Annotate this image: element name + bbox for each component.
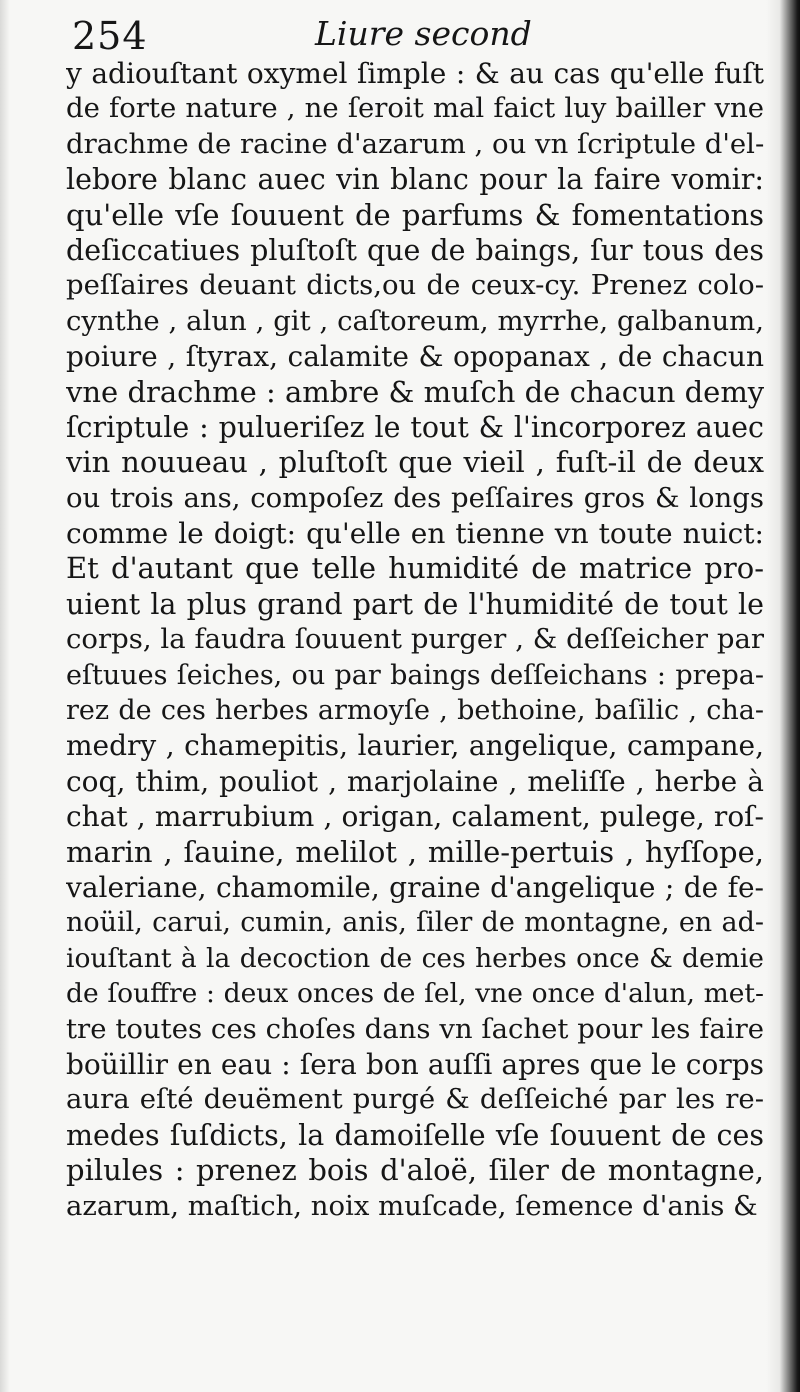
text-line: peſſaires deuant dicts,ou de ceux-cy. Prenez colo-	[66, 269, 764, 302]
text-line: comme le doigt: qu'elle en tienne vn toute nuict:	[66, 517, 764, 551]
text-line: Et d'autant que telle humidité de matrice pro-	[66, 551, 764, 586]
text-line: pilules : prenez bois d'aloë, ſiler de montagne,	[66, 1153, 764, 1188]
running-title: Liure second	[315, 14, 532, 53]
text-line: drachme de racine d'azarum , ou vn ſcriptule d'el-	[66, 127, 764, 160]
page-number: 254	[72, 14, 148, 58]
text-line: valeriane, chamomile, graine d'angelique ; de fe-	[66, 870, 764, 904]
text-line: vne drachme : ambre & muſch de chacun demy	[66, 374, 764, 409]
text-line: vin nouueau , pluſtoſt que vieil , fuſt-il de deux	[66, 445, 764, 480]
running-head	[0, 10, 800, 58]
text-line: cynthe , alun , git , caſtoreum, myrrhe, galbanum,	[66, 304, 764, 337]
text-line: ou trois ans, compoſez des peſſaires gros & longs	[66, 481, 764, 514]
text-line: rez de ces herbes armoyſe , bethoine, baſilic , cha-	[66, 695, 764, 727]
text-line: deſiccatiues pluſtoſt que de baings, ſur tous des	[66, 233, 764, 267]
page-edge-shadow	[766, 0, 800, 1392]
text-line: poiure , ſtyrax, calamite & opopanax , de chacun	[66, 340, 764, 374]
text-line: tre toutes ces choſes dans vn ſachet pour les faire	[66, 1012, 764, 1045]
body-text	[66, 56, 764, 1224]
text-line: medes ſuſdicts, la damoiſelle vſe ſouuent de ces	[66, 1118, 764, 1152]
text-line: lebore blanc auec vin blanc pour la faire vomir:	[66, 163, 764, 197]
text-line: aura eſté deuëment purgé & deſſeiché par les re-	[66, 1083, 764, 1116]
text-line: noüil, carui, cumin, anis, ſiler de montagne, en ad-	[66, 907, 764, 939]
text-line: de ſouffre : deux onces de ſel, vne once d'alun, met-	[66, 978, 764, 1010]
text-line: y adiouſtant oxymel ſimple : & au cas qu'elle fuſt	[66, 57, 764, 90]
text-line: eſtuues ſeiches, ou par baings deſſeichans : prepa-	[66, 659, 764, 691]
text-line: iouſtant à la decoction de ces herbes once & demie	[66, 942, 764, 974]
text-line: corps, la faudra ſouuent purger , & deſſeicher par	[66, 623, 764, 656]
text-line: coq, thim, pouliot , marjolaine , meliſſe , herbe à	[66, 764, 764, 798]
text-line: medry , chamepitis, laurier, angelique, campane,	[66, 729, 764, 763]
text-line: boüillir en eau : ſera bon auſſi apres que le corps	[66, 1047, 764, 1081]
text-line: qu'elle vſe ſouuent de parfums & fomentations	[66, 197, 764, 232]
text-line: uient la plus grand part de l'humidité de tout le	[66, 587, 764, 621]
text-line: de forte nature , ne ſeroit mal faict luy bailler vne	[66, 92, 764, 125]
text-line: ſcriptule : pulueriſez le tout & l'incorporez auec	[66, 410, 764, 444]
text-line: chat , marrubium , origan, calament, pulege, roſ-	[66, 800, 764, 834]
text-line: azarum, maſtich, noix muſcade, ſemence d'anis &	[66, 1189, 758, 1222]
text-line: marin , ſauine, melilot , mille-pertuis , hyſſope,	[66, 834, 764, 869]
gutter-shadow	[0, 0, 10, 1392]
